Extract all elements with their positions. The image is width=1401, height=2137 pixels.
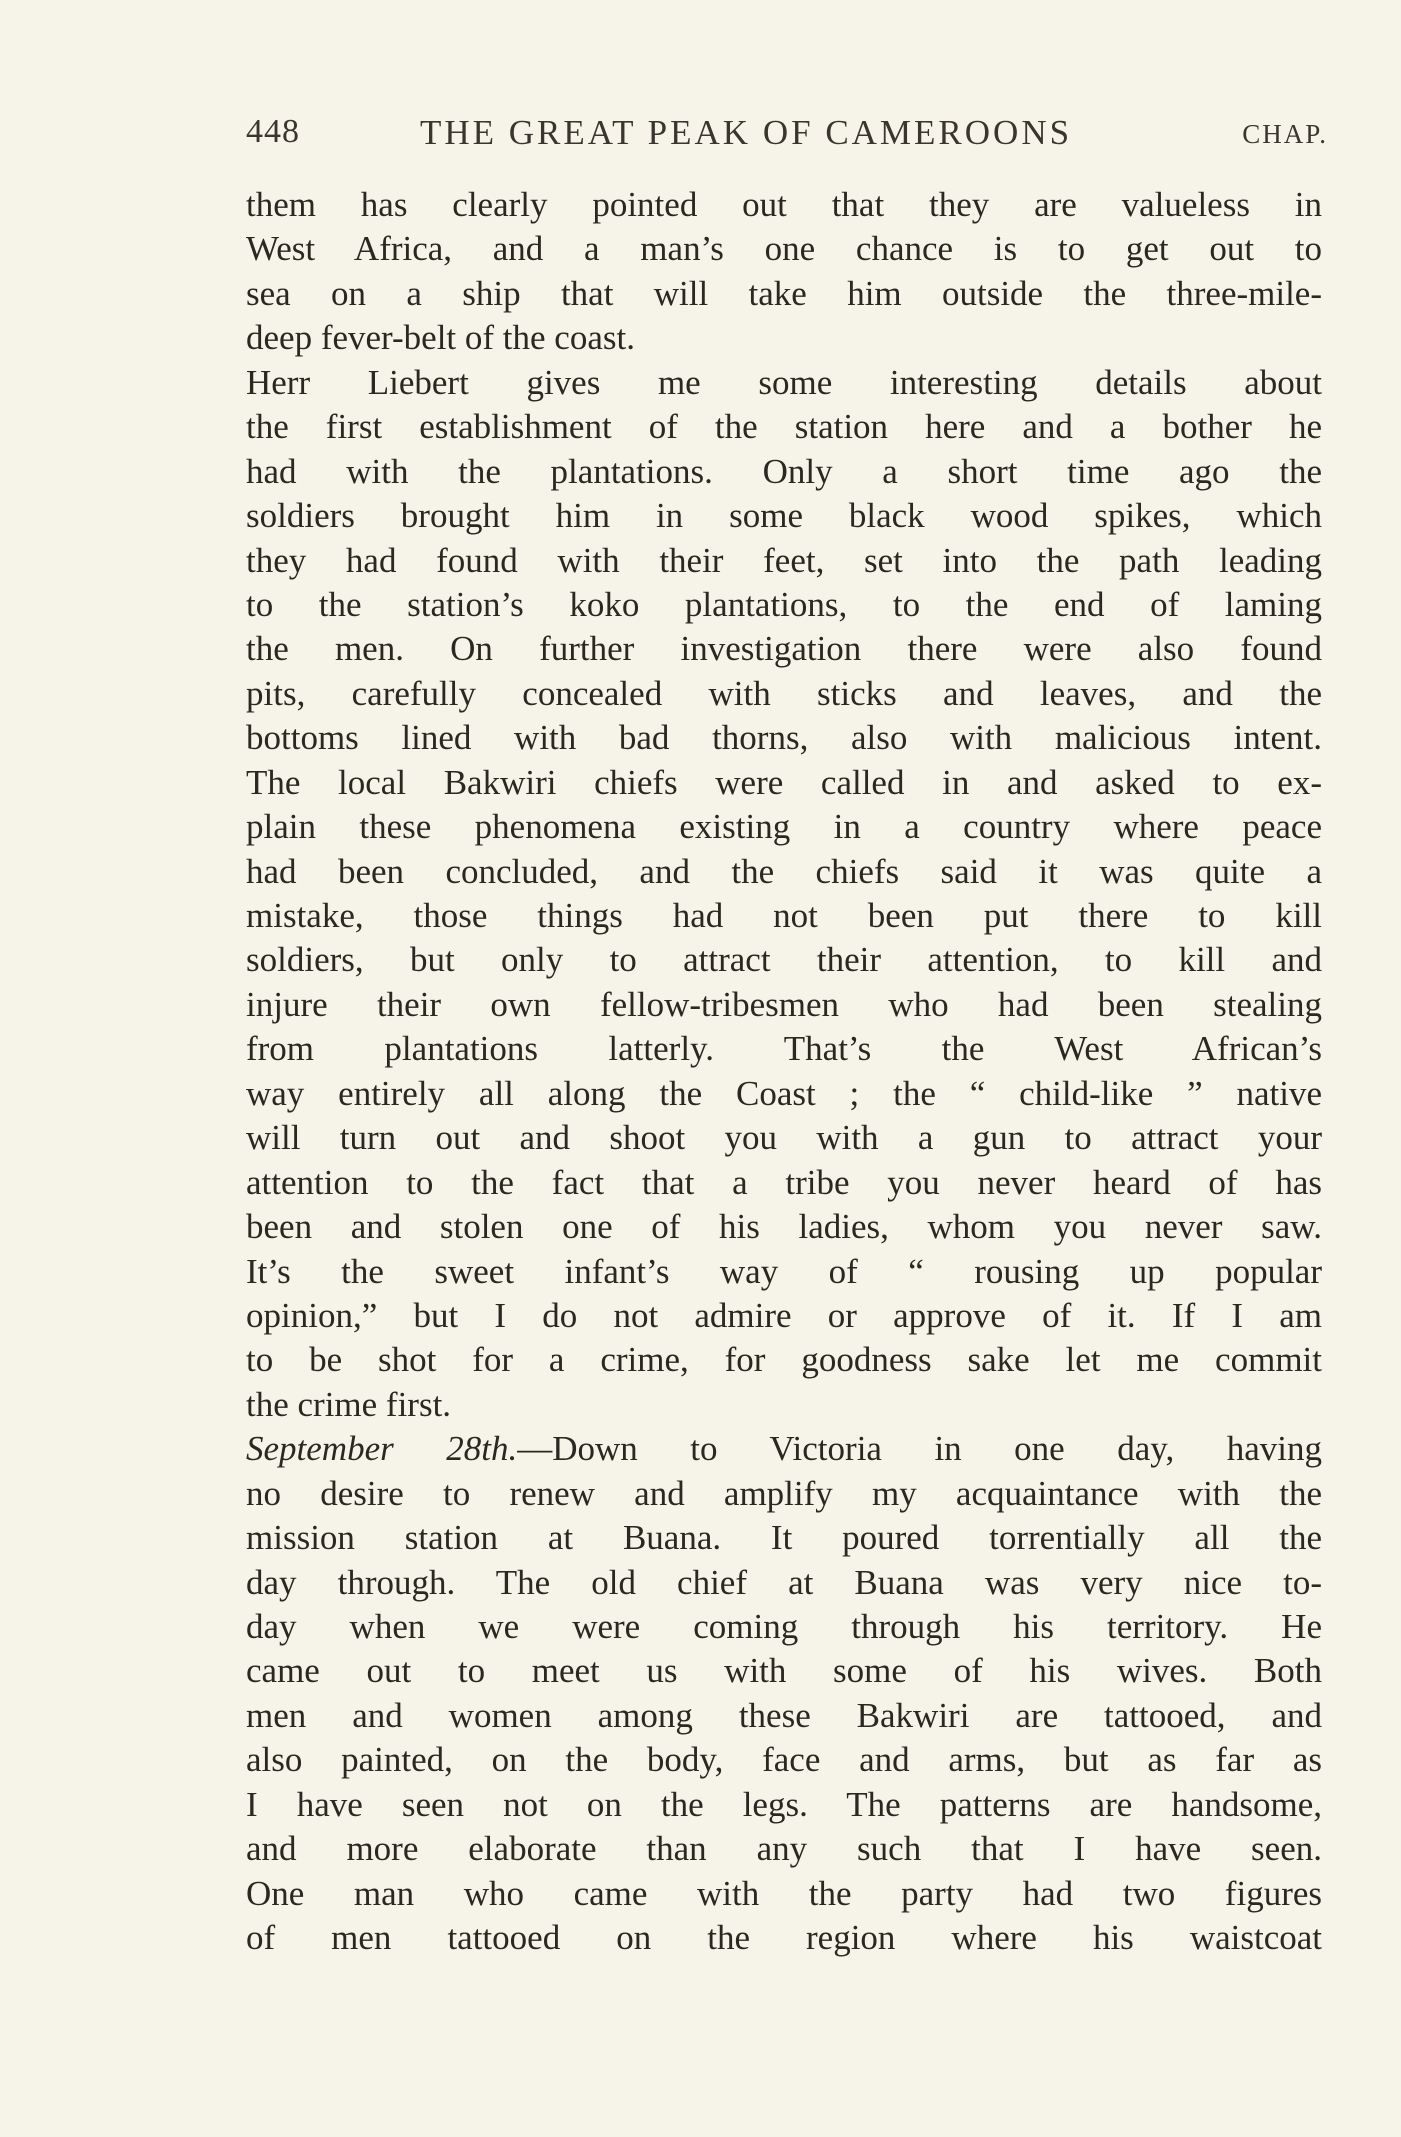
- text-line-content: pits, carefully concealed with sticks and leaves, and the: [246, 673, 1322, 713]
- text-line: [246, 1427, 1322, 1471]
- text-line-content: came out to meet us with some of his wives. Both: [246, 1651, 1322, 1691]
- text-line: [246, 1516, 1322, 1560]
- text-line-content: also painted, on the body, face and arms, but as far as: [246, 1740, 1322, 1780]
- text-line-content: soldiers brought him in some black wood spikes, which: [246, 496, 1322, 536]
- text-line-content: been and stolen one of his ladies, whom you never saw.: [246, 1207, 1322, 1247]
- text-line: [246, 850, 1322, 894]
- text-line: [246, 361, 1322, 405]
- text-line-content: no desire to renew and amplify my acquaintance with the: [246, 1473, 1322, 1513]
- text-line-content: will turn out and shoot you with a gun to attract your: [246, 1118, 1322, 1158]
- text-line-content: had with the plantations. Only a short time ago the: [246, 451, 1322, 491]
- text-line-content: had been concluded, and the chiefs said it was quite a: [246, 851, 1322, 891]
- text-line-content: way entirely all along the Coast ; the “ child-like ” native: [246, 1073, 1322, 1113]
- text-line: [246, 894, 1322, 938]
- text-line: [246, 1294, 1322, 1338]
- text-line-content: opinion,” but I do not admire or approve of it. If I am: [246, 1295, 1322, 1335]
- text-line-content: I have seen not on the legs. The patterns are handsome,: [246, 1784, 1322, 1824]
- text-line-content: plain these phenomena existing in a country where peace: [246, 807, 1322, 847]
- text-line: [246, 1205, 1322, 1249]
- text-line-content: to be shot for a crime, for goodness sake let me commit: [246, 1340, 1322, 1380]
- text-line-content: of men tattooed on the region where his waistcoat: [246, 1918, 1322, 1958]
- page-number: 448: [246, 113, 300, 150]
- text-line: [246, 1694, 1322, 1738]
- text-line-content: deep fever-belt of the coast.: [246, 318, 635, 358]
- text-line: [246, 1872, 1322, 1916]
- text-line-content: from plantations latterly. That’s the West African’s: [246, 1029, 1322, 1069]
- text-line-content: It’s the sweet infant’s way of “ rousing up popular: [246, 1251, 1322, 1291]
- text-line: [246, 1161, 1322, 1205]
- date-heading: September 28th.: [246, 1429, 518, 1469]
- text-line-content: The local Bakwiri chiefs were called in and asked to ex-: [246, 762, 1322, 802]
- text-line-content: sea on a ship that will take him outside the three-mile-: [246, 273, 1322, 313]
- text-line-content: the crime first.: [246, 1384, 452, 1424]
- text-line: [246, 672, 1322, 716]
- text-line-content: to the station’s koko plantations, to the end of laming: [246, 584, 1322, 624]
- text-line-content: and more elaborate than any such that I have seen.: [246, 1829, 1322, 1869]
- chapter-label: CHAP.: [1242, 119, 1328, 149]
- text-line: [246, 1027, 1322, 1071]
- text-line-content: mission station at Buana. It poured torrentially all the: [246, 1518, 1322, 1558]
- text-line-content: day when we were coming through his territory. He: [246, 1607, 1322, 1646]
- text-line: [246, 272, 1322, 316]
- text-line-content: mistake, those things had not been put there to kill: [246, 896, 1322, 935]
- text-line: [246, 1472, 1322, 1516]
- text-line: [246, 1383, 1322, 1427]
- text-line: [246, 405, 1322, 449]
- text-line: [246, 761, 1322, 805]
- text-line: [246, 494, 1322, 538]
- text-line-content: One man who came with the party had two figures: [246, 1873, 1322, 1913]
- text-line-content: the first establishment of the station here and a bother he: [246, 407, 1322, 447]
- text-line: [246, 450, 1322, 494]
- text-line: [246, 1738, 1322, 1782]
- text-line: [246, 1250, 1322, 1294]
- text-line-content: attention to the fact that a tribe you never heard of has: [246, 1162, 1322, 1202]
- text-line-content: injure their own fellow-tribesmen who had been stealing: [246, 984, 1322, 1024]
- text-line: [246, 1783, 1322, 1827]
- running-title: THE GREAT PEAK OF CAMEROONS: [420, 113, 1073, 152]
- text-line: [246, 227, 1322, 271]
- text-line: [246, 805, 1322, 849]
- text-line-content: —Down to Victoria in one day, having: [517, 1429, 1323, 1469]
- text-line-content: West Africa, and a man’s one chance is to get out to: [246, 229, 1322, 269]
- text-line: [246, 1338, 1322, 1382]
- text-line-content: they had found with their feet, set into the path leading: [246, 540, 1322, 580]
- text-line: [246, 1561, 1322, 1605]
- text-line: [246, 583, 1322, 627]
- text-line-content: the men. On further investigation there were also found: [246, 629, 1322, 669]
- text-line: [246, 1072, 1322, 1116]
- text-line: [246, 316, 1322, 360]
- text-line-content: bottoms lined with bad thorns, also with malicious intent.: [246, 718, 1322, 758]
- body-text: [246, 183, 1322, 1961]
- text-line: [246, 539, 1322, 583]
- text-line: [246, 716, 1322, 760]
- text-line: [246, 1605, 1322, 1649]
- text-line-content: them has clearly pointed out that they are valueless in: [246, 185, 1322, 224]
- text-line: [246, 1827, 1322, 1871]
- text-line: [246, 1916, 1322, 1960]
- text-line: [246, 938, 1322, 982]
- text-line-content: men and women among these Bakwiri are tattooed, and: [246, 1695, 1322, 1735]
- running-header: [246, 113, 1328, 157]
- text-line-content: soldiers, but only to attract their attention, to kill and: [246, 940, 1322, 980]
- text-line: [246, 1649, 1322, 1693]
- text-line: [246, 983, 1322, 1027]
- text-line-content: day through. The old chief at Buana was very nice to-: [246, 1562, 1322, 1602]
- text-line: [246, 1116, 1322, 1160]
- text-line: [246, 627, 1322, 671]
- text-line-content: Herr Liebert gives me some interesting details about: [246, 362, 1322, 402]
- text-line: [246, 183, 1322, 227]
